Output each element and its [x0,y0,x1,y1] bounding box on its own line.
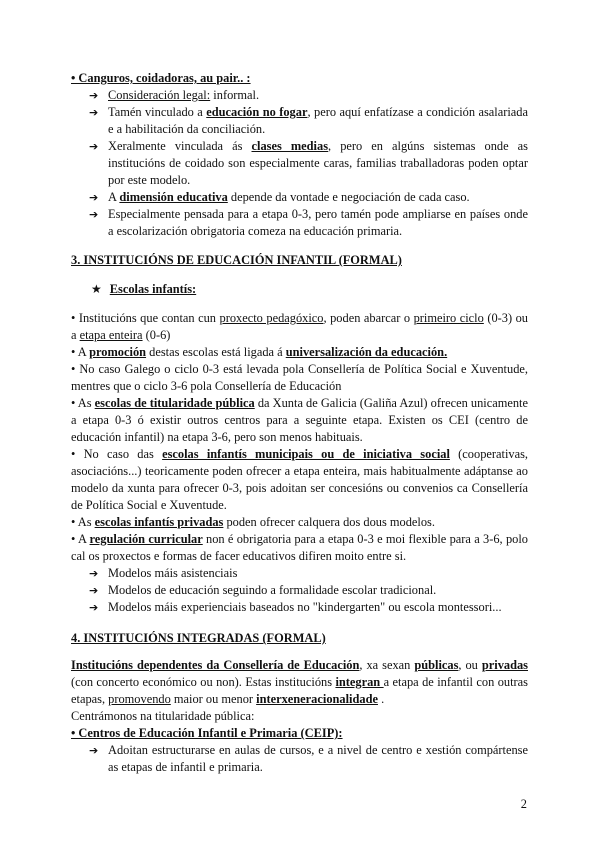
section-4-paragraph-1: Institucións dependentes da Consellería de Educación, xa sexan públicas, ou privadas (con concerto económico ou non). Estas institucións integran a etapa de infantil con outras etapas, promovendo maior ou menor interxeneracionalidade . [71,658,529,706]
list-item: ➔ Consideración legal: informal. [89,88,260,102]
arrow-right-icon: ➔ [89,140,99,153]
childcare-list [71,87,528,240]
childcare-heading: • Canguros, coidadoras, au pair.. : [71,71,251,85]
section-3-paragraph-4: • As escolas de titularidade pública da Xunta de Galicia (Galiña Azul) ofrecen unicamente a etapa 0-3 ó existir outros centros para a seguinte etapa. Existen os CEI (centro de educación infantil) na etapa 3-6, pero son menos habituais. [71,396,529,444]
arrow-right-icon: ➔ [89,744,99,757]
list-item: ➔ Xeralmente vinculada ás clases medias, pero en algúns sistemas onde as institucións de coidado son especialmente caras, familias traballadoras poden optar por este modelo. [89,139,529,187]
models-list [71,565,528,616]
section-3-paragraph-7: • A regulación curricular non é obrigatoria para a etapa 0-3 e moi flexible para a 3-6, polo cal os proxectos e formas de facer educativos difiren moito entre si. [71,532,528,563]
section-3-paragraph-5: • No caso das escolas infantís municipais ou de iniciativa social (cooperativas, asociacións...) teoricamente poden ofrecer a etapa enteira, mais habitualmente adáptanse ao modelo da xunta para ofrecer 0-3, pois adoitan ser concesións ou convenios ca Consellería de Política Social e Xuventude. [71,447,529,512]
list-item: ➔ Modelos máis asistenciais [89,566,238,580]
star-icon: ★ [91,282,102,296]
arrow-right-icon: ➔ [89,584,99,597]
section-3-title: 3. INSTITUCIÓNS DE EDUCACIÓN INFANTIL (FORMAL) [71,253,402,267]
list-item: ➔ A dimensión educativa depende da vontade e negociación de cada caso. [89,190,470,204]
arrow-right-icon: ➔ [89,208,99,221]
section-3-paragraph-6: • As escolas infantís privadas poden ofrecer calquera dos dous modelos. [71,515,435,529]
list-item: ➔ Especialmente pensada para a etapa 0-3, pero tamén pode ampliarse en países onde a escolarización obrigatoria comeza na educación primaria. [89,207,528,238]
page-number: 2 [520,797,527,811]
ceip-heading: • Centros de Educación Infantil e Primaria (CEIP): [71,726,343,740]
list-item: ➔ Tamén vinculado a educación no fogar, pero aquí enfatízase a condición asalariada e a habilitación da conciliación. [89,105,528,136]
escolas-infantis-heading: ★ Escolas infantís: [91,282,197,296]
arrow-right-icon: ➔ [89,89,99,102]
section-3-paragraph-1: • Institucións que contan cun proxecto pedagóxico, poden abarcar o primeiro ciclo (0-3) ou a etapa enteira (0-6) [71,311,529,342]
list-item: ➔ Modelos de educación seguindo a formalidade escolar tradicional. [89,583,437,597]
document-page [71,70,528,776]
arrow-right-icon: ➔ [89,601,99,614]
list-item: ➔ Adoitan estructurarse en aulas de cursos, e a nivel de centro e xestión compártense as etapas de infantil e primaria. [89,743,528,774]
list-item: ➔ Modelos máis experienciais baseados no "kindergarten" ou escola montessori... [89,600,502,614]
ceip-list [71,742,528,776]
section-3-paragraph-3: • No caso Galego o ciclo 0-3 está levada pola Consellería de Política Social e Xuventude, mentres que o ciclo 3-6 pola Consellería de Educación [71,362,528,393]
section-3-paragraph-2: • A promoción destas escolas está ligada á universalización da educación. [71,345,448,359]
arrow-right-icon: ➔ [89,106,99,119]
section-4-title: 4. INSTITUCIÓNS INTEGRADAS (FORMAL) [71,631,326,645]
arrow-right-icon: ➔ [89,191,99,204]
arrow-right-icon: ➔ [89,567,99,580]
section-4-paragraph-2: Centrámonos na titularidade pública: [71,709,255,723]
